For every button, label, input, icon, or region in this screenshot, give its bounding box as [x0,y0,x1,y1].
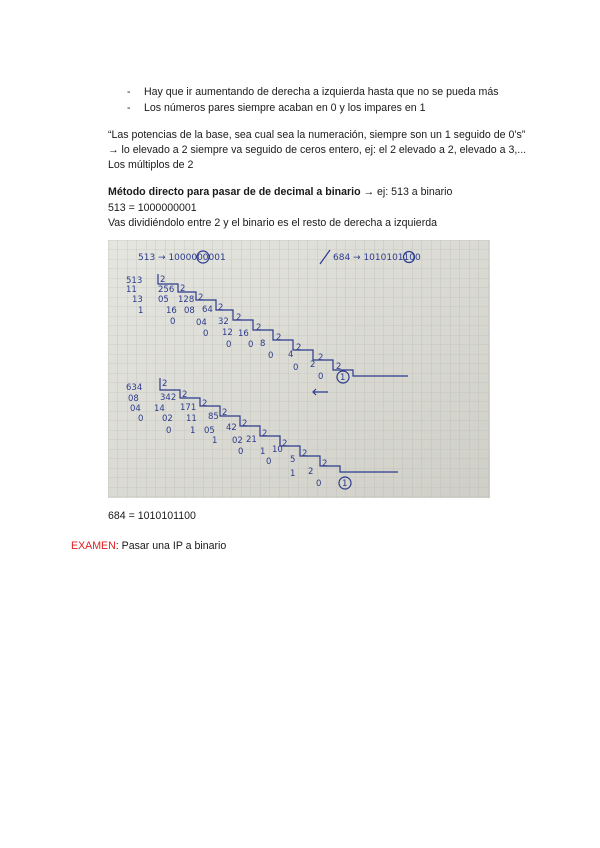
svg-text:1: 1 [212,436,218,446]
svg-text:2: 2 [180,284,186,294]
svg-text:634: 634 [126,383,143,393]
svg-text:2: 2 [322,459,328,469]
svg-text:11: 11 [186,414,197,424]
svg-text:16: 16 [238,329,249,339]
exam-text: Pasar una IP a binario [121,540,227,552]
svg-text:0: 0 [266,457,272,467]
svg-text:10: 10 [272,445,283,455]
svg-text:02: 02 [162,414,173,424]
exam-separator: : [115,540,122,552]
exam-label: EXAMEN [71,540,116,552]
svg-text:16: 16 [166,306,177,316]
svg-text:5: 5 [290,455,296,465]
svg-text:2: 2 [276,333,282,343]
svg-text:2: 2 [198,293,204,303]
svg-text:0: 0 [226,340,232,350]
svg-text:2: 2 [236,313,242,323]
method-section [108,185,452,232]
svg-text:2: 2 [262,429,268,439]
svg-text:0: 0 [248,340,254,350]
method-line-1: 513 = 1000000001 [108,201,197,214]
svg-text:42: 42 [226,423,237,433]
svg-text:0: 0 [293,363,299,373]
svg-text:2: 2 [310,360,316,370]
bullet-text: Los números pares siempre acaban en 0 y los impares en 1 [144,102,426,114]
svg-text:0: 0 [316,479,322,489]
svg-text:0: 0 [138,414,144,424]
svg-text:08: 08 [184,306,195,316]
result-line: 684 = 1010101100 [108,510,196,522]
svg-text:0: 0 [170,317,176,327]
method-line-2: Vas dividiéndolo entre 2 y el binario es el resto de derecha a izquierda [108,217,438,229]
quote-paragraph: “Las potencias de la base, sea cual sea la numeración, siempre son un 1 seguido de 0’s” → lo elevado a 2 siempre va seguido de ceros entero, ej: el 2 elevado a 2, elevado a 3,... Los múltiplos de 2 [108,129,527,171]
photo-header-right: 684 → 1010101100 [333,253,421,263]
bullet-marker: - [127,86,131,98]
svg-text:513: 513 [126,276,143,286]
bullet-item [127,100,499,116]
svg-text:2: 2 [242,419,248,429]
svg-text:2: 2 [308,467,314,477]
svg-text:11: 11 [126,285,137,295]
bullet-list [127,84,499,116]
svg-text:2: 2 [318,353,324,363]
svg-text:342: 342 [160,393,177,403]
svg-text:2: 2 [202,399,208,409]
svg-text:0: 0 [166,426,172,436]
svg-text:2: 2 [336,362,342,372]
method-example: → ej: 513 a binario [360,186,453,198]
method-title: Método directo para pasar de de decimal a binario [108,186,361,198]
svg-text:32: 32 [218,317,229,327]
svg-text:1: 1 [138,306,144,316]
svg-text:8: 8 [260,339,266,349]
svg-text:256: 256 [158,285,175,295]
bullet-marker: - [127,102,131,114]
svg-text:13: 13 [132,295,143,305]
bullet-text: Hay que ir aumentando de derecha a izquierda hasta que no se pueda más [144,86,499,98]
svg-text:4: 4 [288,350,294,360]
svg-text:2: 2 [182,390,188,400]
method-heading [108,185,452,201]
svg-text:0: 0 [238,447,244,457]
svg-text:1: 1 [290,469,296,479]
svg-text:14: 14 [154,404,165,414]
svg-text:171: 171 [180,403,197,413]
svg-text:1: 1 [190,426,196,436]
svg-text:04: 04 [196,318,207,328]
svg-text:05: 05 [204,426,215,436]
svg-text:2: 2 [282,439,288,449]
svg-text:0: 0 [318,372,324,382]
svg-text:2: 2 [162,379,168,389]
bullet-item [127,84,499,100]
notebook-sketch [108,240,490,498]
svg-text:0: 0 [203,329,209,339]
svg-text:02: 02 [232,436,243,446]
exam-note [71,540,226,552]
svg-text:2: 2 [256,323,262,333]
svg-text:12: 12 [222,328,233,338]
svg-text:0: 0 [268,351,274,361]
svg-text:2: 2 [302,449,308,459]
svg-text:1: 1 [260,447,266,457]
svg-text:21: 21 [246,435,257,445]
svg-text:128: 128 [178,295,195,305]
photo-header-left: 513 → 1000000001 [138,253,226,263]
svg-text:2: 2 [296,343,302,353]
handwritten-division-photo [108,240,490,498]
svg-text:64: 64 [202,305,213,315]
svg-text:1: 1 [342,479,348,489]
svg-text:04: 04 [130,404,141,414]
svg-text:2: 2 [222,408,228,418]
svg-text:2: 2 [218,303,224,313]
svg-text:1: 1 [340,373,346,383]
svg-text:2: 2 [160,275,166,285]
svg-text:05: 05 [158,295,169,305]
svg-text:08: 08 [128,394,139,404]
svg-text:85: 85 [208,412,219,422]
